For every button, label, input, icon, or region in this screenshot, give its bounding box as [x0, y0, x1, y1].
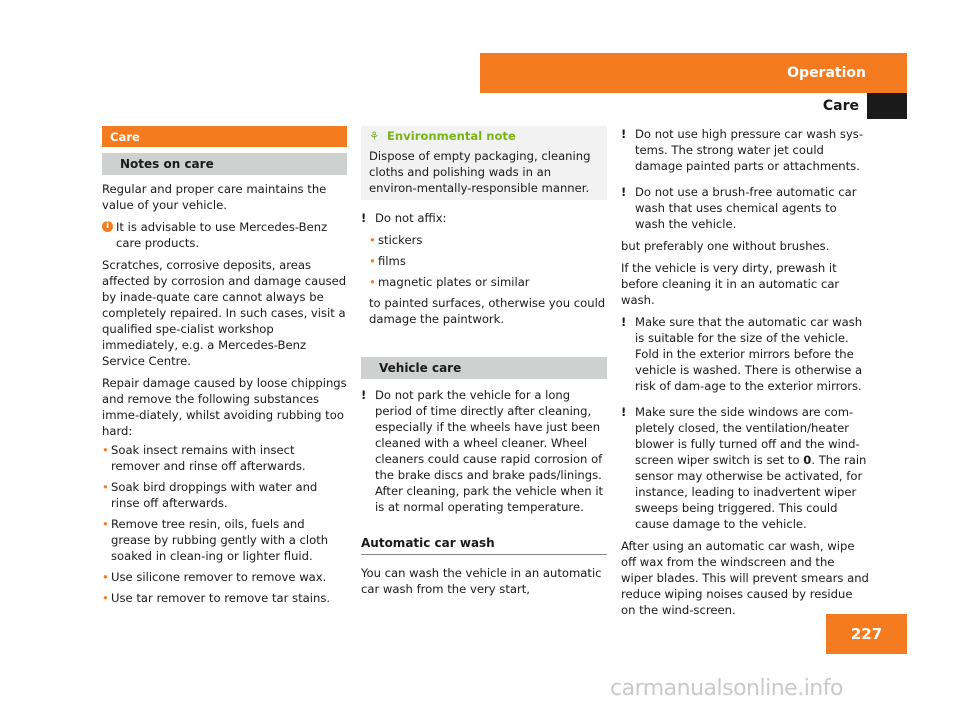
paragraph: After using an automatic car wash, wipe off wax from the windscreen and the wiper blades. This will prevent smears and reduce wiping noises caused by residue on the wind-screen. — [621, 539, 869, 617]
environmental-note-title — [369, 128, 599, 144]
vehicle-care-heading — [361, 357, 607, 379]
bullet-icon: • — [369, 275, 376, 289]
warning-icon: ! — [361, 211, 367, 225]
list-item — [102, 516, 347, 564]
leaf-icon: ⚘ — [369, 129, 380, 143]
warning-note — [361, 387, 607, 515]
care-title-bar — [102, 126, 347, 147]
warning-text: Do not use a brush-free automatic car wash that uses chemical agents to wash the vehicle. — [635, 185, 857, 231]
info-note — [102, 219, 347, 251]
list-item-text: Soak bird droppings with water and rinse off afterwards. — [111, 480, 318, 510]
warning-note — [361, 210, 607, 226]
paragraph: Scratches, corrosive deposits, areas affected by corrosion and damage caused by inade-quate care cannot always be completely repaired. In such cases, visit a qualified spe-cialist workshop immediately, e.g. a Mercedes-Benz Service Centre. — [102, 258, 347, 368]
warning-note — [621, 314, 869, 394]
paragraph: Regular and proper care maintains the value of your vehicle. — [102, 182, 327, 212]
vehicle-care-heading-text: Vehicle care — [379, 361, 462, 375]
notes-on-care-heading — [102, 153, 347, 175]
column-3 — [621, 126, 869, 624]
list-item-text: Remove tree resin, oils, fuels and grease by rubbing gently with a cloth soaked in clean-ing or lighter fluid. — [111, 517, 329, 563]
list-item — [369, 274, 607, 290]
info-text: It is advisable to use Mercedes-Benz care products. — [116, 220, 328, 250]
list-item-text: Use silicone remover to remove wax. — [111, 570, 327, 584]
warning-text: Do not affix: — [375, 211, 447, 225]
automatic-car-wash-heading: Automatic car wash — [361, 521, 607, 555]
bullet-icon: • — [102, 443, 109, 457]
notes-heading-text: Notes on care — [120, 157, 214, 171]
column-2 — [361, 126, 607, 603]
section-title: Operation — [787, 65, 866, 81]
paragraph: to painted surfaces, otherwise you could damage the paintwork. — [369, 296, 606, 326]
bullet-icon: • — [369, 254, 376, 268]
list-item — [369, 253, 607, 269]
paragraph: Repair damage caused by loose chippings and remove the following substances imme-diately, whilst avoiding rubbing too hard: — [102, 376, 347, 438]
environmental-note-text: Dispose of empty packaging, cleaning cloths and polishing wads in an environ-mentally-responsible manner. — [369, 149, 591, 195]
warning-note — [621, 184, 869, 232]
switch-position: 0 — [803, 453, 812, 467]
environmental-note-box — [361, 126, 607, 200]
info-icon: i — [102, 221, 113, 232]
paragraph: If the vehicle is very dirty, prewash it before cleaning it in an automatic car wash. — [621, 261, 840, 307]
list-item-text: Soak insect remains with insect remover and rinse off afterwards. — [111, 443, 306, 473]
column-1 — [102, 126, 347, 611]
list-item-text: films — [378, 254, 406, 268]
list-item — [102, 569, 347, 585]
warning-text-cont: . The rain sensor may otherwise be activated, for instance, leading to inadvertent wiper sweeps being triggered. This could cause damage to the vehicle. — [635, 453, 867, 531]
paragraph: You can wash the vehicle in an automatic car wash from the very start, — [361, 566, 602, 596]
bullet-icon: • — [102, 480, 109, 494]
paragraph: but preferably one without brushes. — [621, 239, 830, 253]
list-item — [369, 232, 607, 248]
warning-icon: ! — [621, 127, 627, 141]
warning-text: Do not use high pressure car wash sys-tems. The strong water jet could damage painted parts or attachments. — [635, 127, 864, 173]
care-title: Care — [110, 129, 140, 144]
header-marker-block — [867, 93, 907, 119]
list-item — [102, 590, 347, 606]
warning-text: Make sure the side windows are com-pletely closed, the ventilation/heater blower is fully turned off and the wind-screen wiper switch is set to — [635, 405, 860, 467]
bullet-icon: • — [102, 591, 109, 605]
bullet-icon: • — [369, 233, 376, 247]
list-item-text: Use tar remover to remove tar stains. — [111, 591, 331, 605]
list-item-text: magnetic plates or similar — [378, 275, 530, 289]
warning-icon: ! — [621, 315, 627, 329]
warning-icon: ! — [361, 388, 367, 402]
watermark: carmanualsonline.info — [610, 676, 843, 701]
warning-text: Do not park the vehicle for a long period of time directly after cleaning, especially if the wheels have just been cleaned with a wheel cleaner. Wheel cleaners could cause rapid corrosion of the brake discs and brake pads/linings. After cleaning, park the vehicle when it is at normal operating temperature. — [375, 388, 604, 514]
warning-icon: ! — [621, 405, 627, 419]
list-item — [102, 442, 347, 474]
warning-icon: ! — [621, 185, 627, 199]
bullet-icon: • — [102, 570, 109, 584]
warning-note — [621, 404, 869, 532]
list-item-text: stickers — [378, 233, 423, 247]
page-number: 227 — [826, 614, 907, 654]
warning-note — [621, 126, 869, 174]
env-title-text: Environmental note — [387, 129, 516, 143]
list-item — [102, 479, 347, 511]
bullet-icon: • — [102, 517, 109, 531]
warning-text: Make sure that the automatic car wash is suitable for the size of the vehicle. Fold in the exterior mirrors before the vehicle is washed. There is otherwise a risk of dam-age to the exterior mirrors. — [635, 315, 863, 393]
subsection-header: Care — [822, 98, 859, 114]
section-header — [480, 53, 907, 93]
